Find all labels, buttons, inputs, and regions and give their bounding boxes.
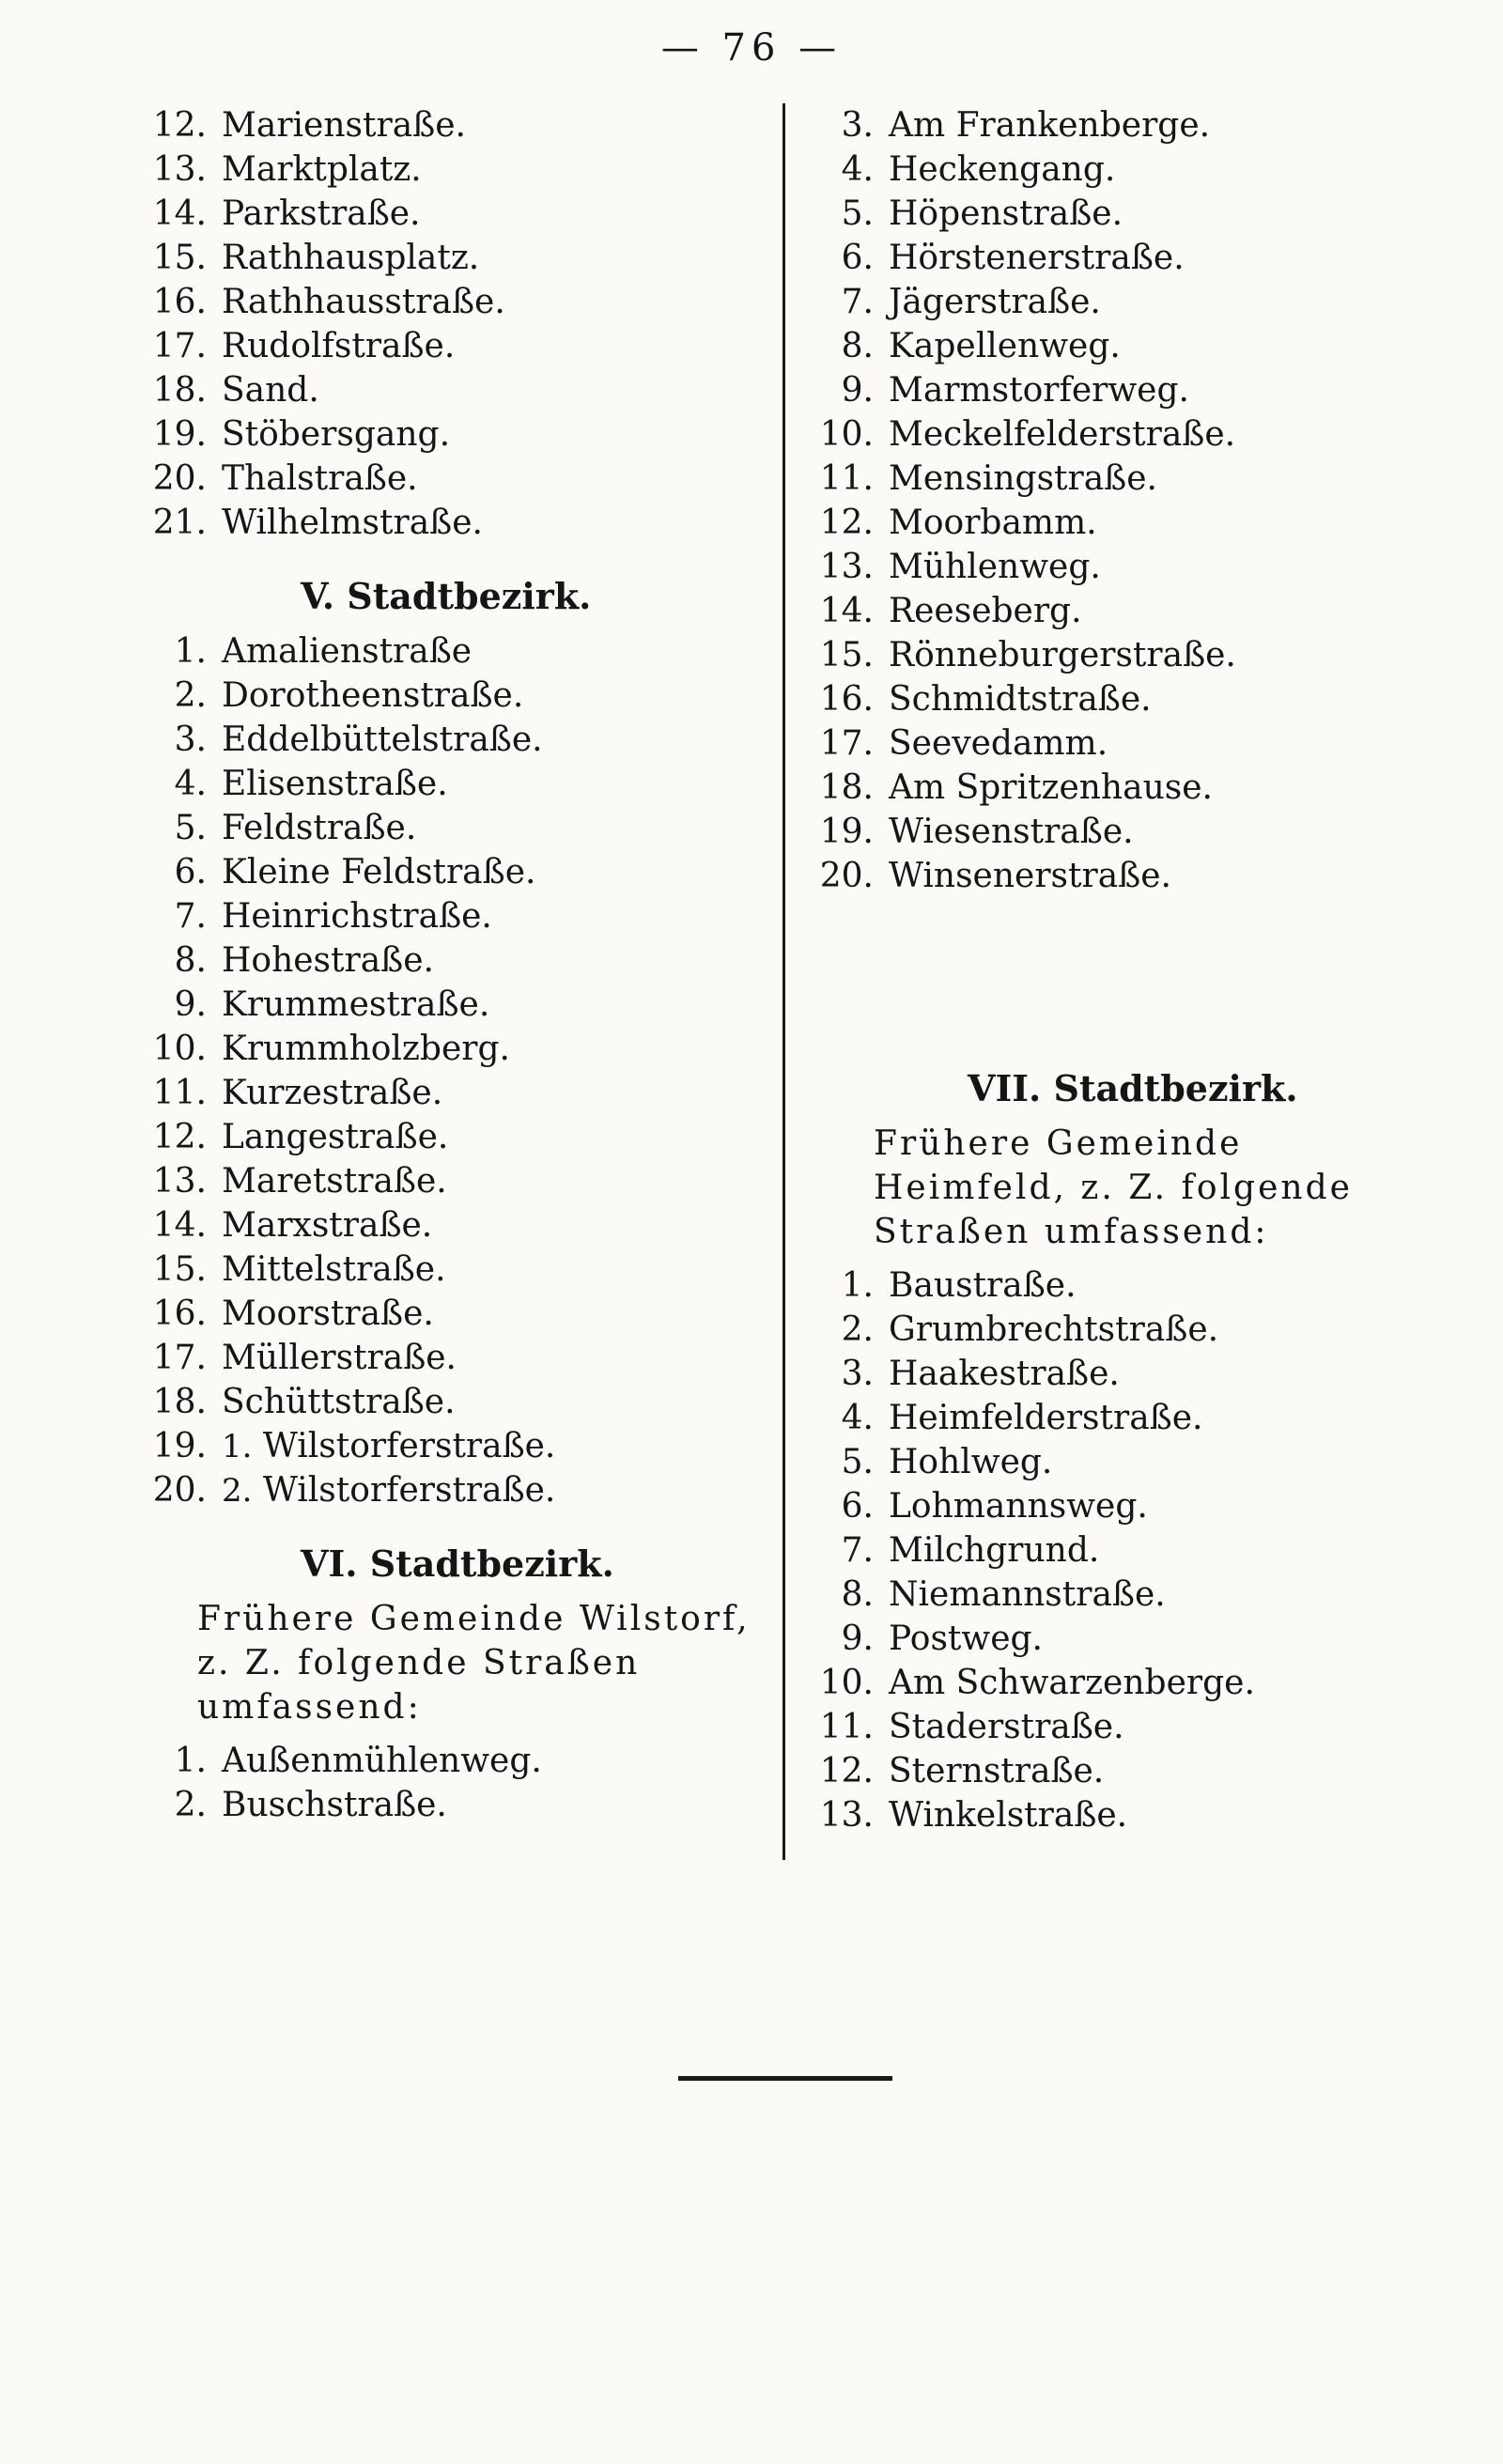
street-name: Amalienstraße xyxy=(222,632,473,671)
item-number: 18. xyxy=(152,1383,207,1421)
list-item xyxy=(122,850,780,894)
street-name: Am Spritzenhause. xyxy=(889,768,1213,807)
list-item xyxy=(122,1292,780,1336)
item-number: 7. xyxy=(174,897,207,936)
item-number: 19. xyxy=(152,415,207,454)
item-number: 19. xyxy=(152,1427,207,1465)
item-number: 14. xyxy=(152,194,207,233)
item-number: 2. xyxy=(841,1310,874,1349)
street-name: Schmidtstraße. xyxy=(889,680,1152,719)
list-item xyxy=(789,1617,1465,1661)
street-name: Sand. xyxy=(222,371,319,410)
list-item xyxy=(122,412,780,457)
list-item xyxy=(122,629,780,674)
list-item xyxy=(789,1308,1465,1352)
list-item xyxy=(789,721,1465,766)
street-name: Wiesenstraße. xyxy=(889,813,1134,851)
list-item xyxy=(789,545,1465,589)
item-number: 12. xyxy=(152,106,207,145)
item-number: 20. xyxy=(152,459,207,498)
item-number: 8. xyxy=(841,1575,874,1614)
list-item xyxy=(122,1071,780,1115)
street-name: Reeseberg. xyxy=(889,592,1082,630)
street-list-district-vi xyxy=(122,1739,780,1827)
item-number: 18. xyxy=(152,371,207,410)
street-name: Maretstraße. xyxy=(222,1162,447,1201)
item-number: 3. xyxy=(174,721,207,759)
street-name: Seevedamm. xyxy=(889,724,1108,763)
street-name: Hohlweg. xyxy=(889,1443,1053,1481)
list-item xyxy=(122,1203,780,1247)
item-number: 13. xyxy=(152,150,207,189)
list-item xyxy=(789,1705,1465,1749)
street-name: Niemannstraße. xyxy=(889,1575,1166,1614)
item-number: 20. xyxy=(819,857,874,895)
street-list-district-v xyxy=(122,629,780,1512)
item-number: 16. xyxy=(819,680,874,719)
list-item xyxy=(789,457,1465,501)
column-spacer xyxy=(789,898,1465,1037)
district-heading-vi: VI. Stadtbezirk. xyxy=(301,1542,614,1585)
list-item xyxy=(789,1484,1465,1528)
item-number: 13. xyxy=(819,1796,874,1835)
list-item xyxy=(789,810,1465,854)
street-list-continued-left xyxy=(122,103,780,545)
page-number: — 76 — xyxy=(660,26,843,70)
list-item xyxy=(789,1352,1465,1396)
list-item xyxy=(789,147,1465,192)
list-item xyxy=(122,806,780,850)
district-description-vii: Frühere Gemeinde Heimfeld, z. Z. folgende Straßen umfassend: xyxy=(874,1124,1353,1251)
street-name: Marienstraße. xyxy=(222,106,466,145)
item-number: 10. xyxy=(819,415,874,454)
street-name: Wilstorferstraße. xyxy=(262,1471,556,1510)
street-name: Wilhelmstraße. xyxy=(222,504,483,542)
street-name: Moorbamm. xyxy=(889,504,1097,542)
item-number: 10. xyxy=(152,1030,207,1068)
item-number: 4. xyxy=(841,1399,874,1437)
street-name: Müllerstraße. xyxy=(222,1339,457,1377)
street-name: Höpenstraße. xyxy=(889,194,1123,233)
list-item xyxy=(122,501,780,545)
list-item xyxy=(789,854,1465,898)
street-name: Kapellenweg. xyxy=(889,327,1121,365)
list-item xyxy=(122,1027,780,1071)
item-number: 17. xyxy=(152,1339,207,1377)
item-number: 9. xyxy=(841,371,874,410)
item-number: 13. xyxy=(819,548,874,586)
list-item xyxy=(122,1783,780,1827)
list-item xyxy=(122,1159,780,1203)
item-number: 17. xyxy=(819,724,874,763)
item-number: 3. xyxy=(841,1355,874,1393)
street-name: Am Schwarzenberge. xyxy=(889,1664,1255,1702)
list-item xyxy=(122,1424,780,1468)
street-name: Langestraße. xyxy=(222,1118,449,1156)
street-name: Heinrichstraße. xyxy=(222,897,492,936)
list-item xyxy=(122,983,780,1027)
item-number: 15. xyxy=(152,1250,207,1289)
list-item xyxy=(122,368,780,412)
item-number: 14. xyxy=(152,1206,207,1245)
street-name: Dorotheenstraße. xyxy=(222,676,524,715)
item-number: 19. xyxy=(819,813,874,851)
list-item xyxy=(122,192,780,236)
list-item xyxy=(789,1749,1465,1793)
street-name: Buschstraße. xyxy=(222,1786,447,1824)
list-item xyxy=(789,1263,1465,1308)
item-number: 11. xyxy=(819,459,874,498)
street-name: Sternstraße. xyxy=(889,1752,1105,1790)
list-item xyxy=(789,368,1465,412)
street-name: Heimfelderstraße. xyxy=(889,1399,1203,1437)
street-name: Rudolfstraße. xyxy=(222,327,456,365)
list-item xyxy=(789,1661,1465,1705)
list-item xyxy=(122,103,780,147)
list-item xyxy=(122,1739,780,1783)
list-item xyxy=(789,1573,1465,1617)
item-number: 3. xyxy=(841,106,874,145)
street-name: Milchgrund. xyxy=(889,1531,1100,1570)
item-number: 8. xyxy=(841,327,874,365)
street-name: Staderstraße. xyxy=(889,1708,1124,1746)
item-number: 4. xyxy=(174,765,207,803)
item-number: 15. xyxy=(152,239,207,277)
item-number: 14. xyxy=(819,592,874,630)
list-item xyxy=(122,938,780,983)
street-name: Winsenerstraße. xyxy=(889,857,1171,895)
street-name: Feldstraße. xyxy=(222,809,417,847)
street-name: Hörstenerstraße. xyxy=(889,239,1185,277)
street-name: Postweg. xyxy=(889,1619,1043,1658)
list-item xyxy=(789,324,1465,368)
list-item xyxy=(122,147,780,192)
list-item xyxy=(122,1247,780,1292)
item-number: 16. xyxy=(152,283,207,321)
street-name: Mühlenweg. xyxy=(889,548,1101,586)
item-number: 11. xyxy=(819,1708,874,1746)
list-item xyxy=(789,412,1465,457)
item-number: 6. xyxy=(174,853,207,891)
street-name: Elisenstraße. xyxy=(222,765,448,803)
item-number: 1. xyxy=(174,632,207,671)
street-name: Kleine Feldstraße. xyxy=(222,853,536,891)
street-name: Baustraße. xyxy=(889,1266,1077,1305)
item-number: 6. xyxy=(841,1487,874,1526)
list-item xyxy=(122,1115,780,1159)
list-item xyxy=(789,192,1465,236)
district-description-vi: Frühere Gemeinde Wilstorf, z. Z. folgende Straßen umfassend: xyxy=(197,1600,751,1727)
item-number: 5. xyxy=(174,809,207,847)
item-number: 11. xyxy=(152,1074,207,1112)
list-item xyxy=(789,677,1465,721)
list-item xyxy=(789,501,1465,545)
item-number: 15. xyxy=(819,636,874,674)
item-subnumber: 1. xyxy=(222,1428,253,1465)
district-heading-vii: VII. Stadtbezirk. xyxy=(968,1067,1298,1109)
item-number: 17. xyxy=(152,327,207,365)
list-item xyxy=(789,766,1465,810)
item-number: 9. xyxy=(841,1619,874,1658)
street-name: Thalstraße. xyxy=(222,459,418,498)
street-name: Hohestraße. xyxy=(222,941,434,980)
list-item xyxy=(789,1440,1465,1484)
street-name: Eddelbüttelstraße. xyxy=(222,721,543,759)
list-item xyxy=(122,674,780,718)
street-name: Krummestraße. xyxy=(222,985,490,1024)
list-item xyxy=(122,1468,780,1512)
street-name: Jägerstraße. xyxy=(889,283,1101,321)
item-number: 20. xyxy=(152,1471,207,1510)
item-number: 5. xyxy=(841,1443,874,1481)
list-item xyxy=(789,633,1465,677)
list-item xyxy=(789,589,1465,633)
item-subnumber: 2. xyxy=(222,1472,253,1510)
end-rule xyxy=(678,2076,892,2081)
street-name: Parkstraße. xyxy=(222,194,421,233)
item-number: 2. xyxy=(174,676,207,715)
list-item xyxy=(122,1380,780,1424)
column-divider xyxy=(782,103,785,1860)
street-name: Kurzestraße. xyxy=(222,1074,443,1112)
left-column xyxy=(122,103,780,1827)
item-number: 12. xyxy=(152,1118,207,1156)
item-number: 5. xyxy=(841,194,874,233)
street-name: Meckelfelderstraße. xyxy=(889,415,1236,454)
street-name: Krummholzberg. xyxy=(222,1030,510,1068)
list-item xyxy=(122,1336,780,1380)
list-item xyxy=(122,236,780,280)
list-item xyxy=(789,103,1465,147)
street-name: Wilstorferstraße. xyxy=(262,1427,556,1465)
street-name: Heckengang. xyxy=(889,150,1116,189)
street-name: Rathhausstraße. xyxy=(222,283,505,321)
list-item xyxy=(122,718,780,762)
district-heading-v: V. Stadtbezirk. xyxy=(301,575,592,617)
street-name: Rönneburgerstraße. xyxy=(889,636,1236,674)
list-item xyxy=(122,280,780,324)
street-name: Mensingstraße. xyxy=(889,459,1157,498)
item-number: 9. xyxy=(174,985,207,1024)
street-name: Rathhausplatz. xyxy=(222,239,480,277)
item-number: 12. xyxy=(819,504,874,542)
right-column xyxy=(789,103,1465,1837)
item-number: 2. xyxy=(174,1786,207,1824)
list-item xyxy=(122,457,780,501)
street-list-district-vii xyxy=(789,1263,1465,1837)
list-item xyxy=(789,280,1465,324)
item-number: 7. xyxy=(841,1531,874,1570)
list-item xyxy=(789,1793,1465,1837)
street-name: Außenmühlenweg. xyxy=(222,1742,542,1780)
item-number: 10. xyxy=(819,1664,874,1702)
list-item xyxy=(122,894,780,938)
list-item xyxy=(789,1528,1465,1573)
item-number: 8. xyxy=(174,941,207,980)
street-name: Marktplatz. xyxy=(222,150,422,189)
item-number: 16. xyxy=(152,1294,207,1333)
street-name: Mittelstraße. xyxy=(222,1250,446,1289)
item-number: 7. xyxy=(841,283,874,321)
list-item xyxy=(122,324,780,368)
list-item xyxy=(789,236,1465,280)
item-number: 12. xyxy=(819,1752,874,1790)
item-number: 18. xyxy=(819,768,874,807)
list-item xyxy=(789,1396,1465,1440)
list-item xyxy=(122,762,780,806)
street-name: Stöbersgang. xyxy=(222,415,451,454)
street-name: Moorstraße. xyxy=(222,1294,434,1333)
street-name: Schüttstraße. xyxy=(222,1383,456,1421)
item-number: 6. xyxy=(841,239,874,277)
item-number: 1. xyxy=(174,1742,207,1780)
street-name: Winkelstraße. xyxy=(889,1796,1128,1835)
street-name: Haakestraße. xyxy=(889,1355,1120,1393)
item-number: 4. xyxy=(841,150,874,189)
street-name: Am Frankenberge. xyxy=(889,106,1211,145)
item-number: 13. xyxy=(152,1162,207,1201)
street-name: Marmstorferweg. xyxy=(889,371,1189,410)
item-number: 1. xyxy=(841,1266,874,1305)
street-name: Marxstraße. xyxy=(222,1206,433,1245)
street-name: Lohmannsweg. xyxy=(889,1487,1148,1526)
street-list-continued-right xyxy=(789,103,1465,898)
street-name: Grumbrechtstraße. xyxy=(889,1310,1219,1349)
item-number: 21. xyxy=(152,504,207,542)
